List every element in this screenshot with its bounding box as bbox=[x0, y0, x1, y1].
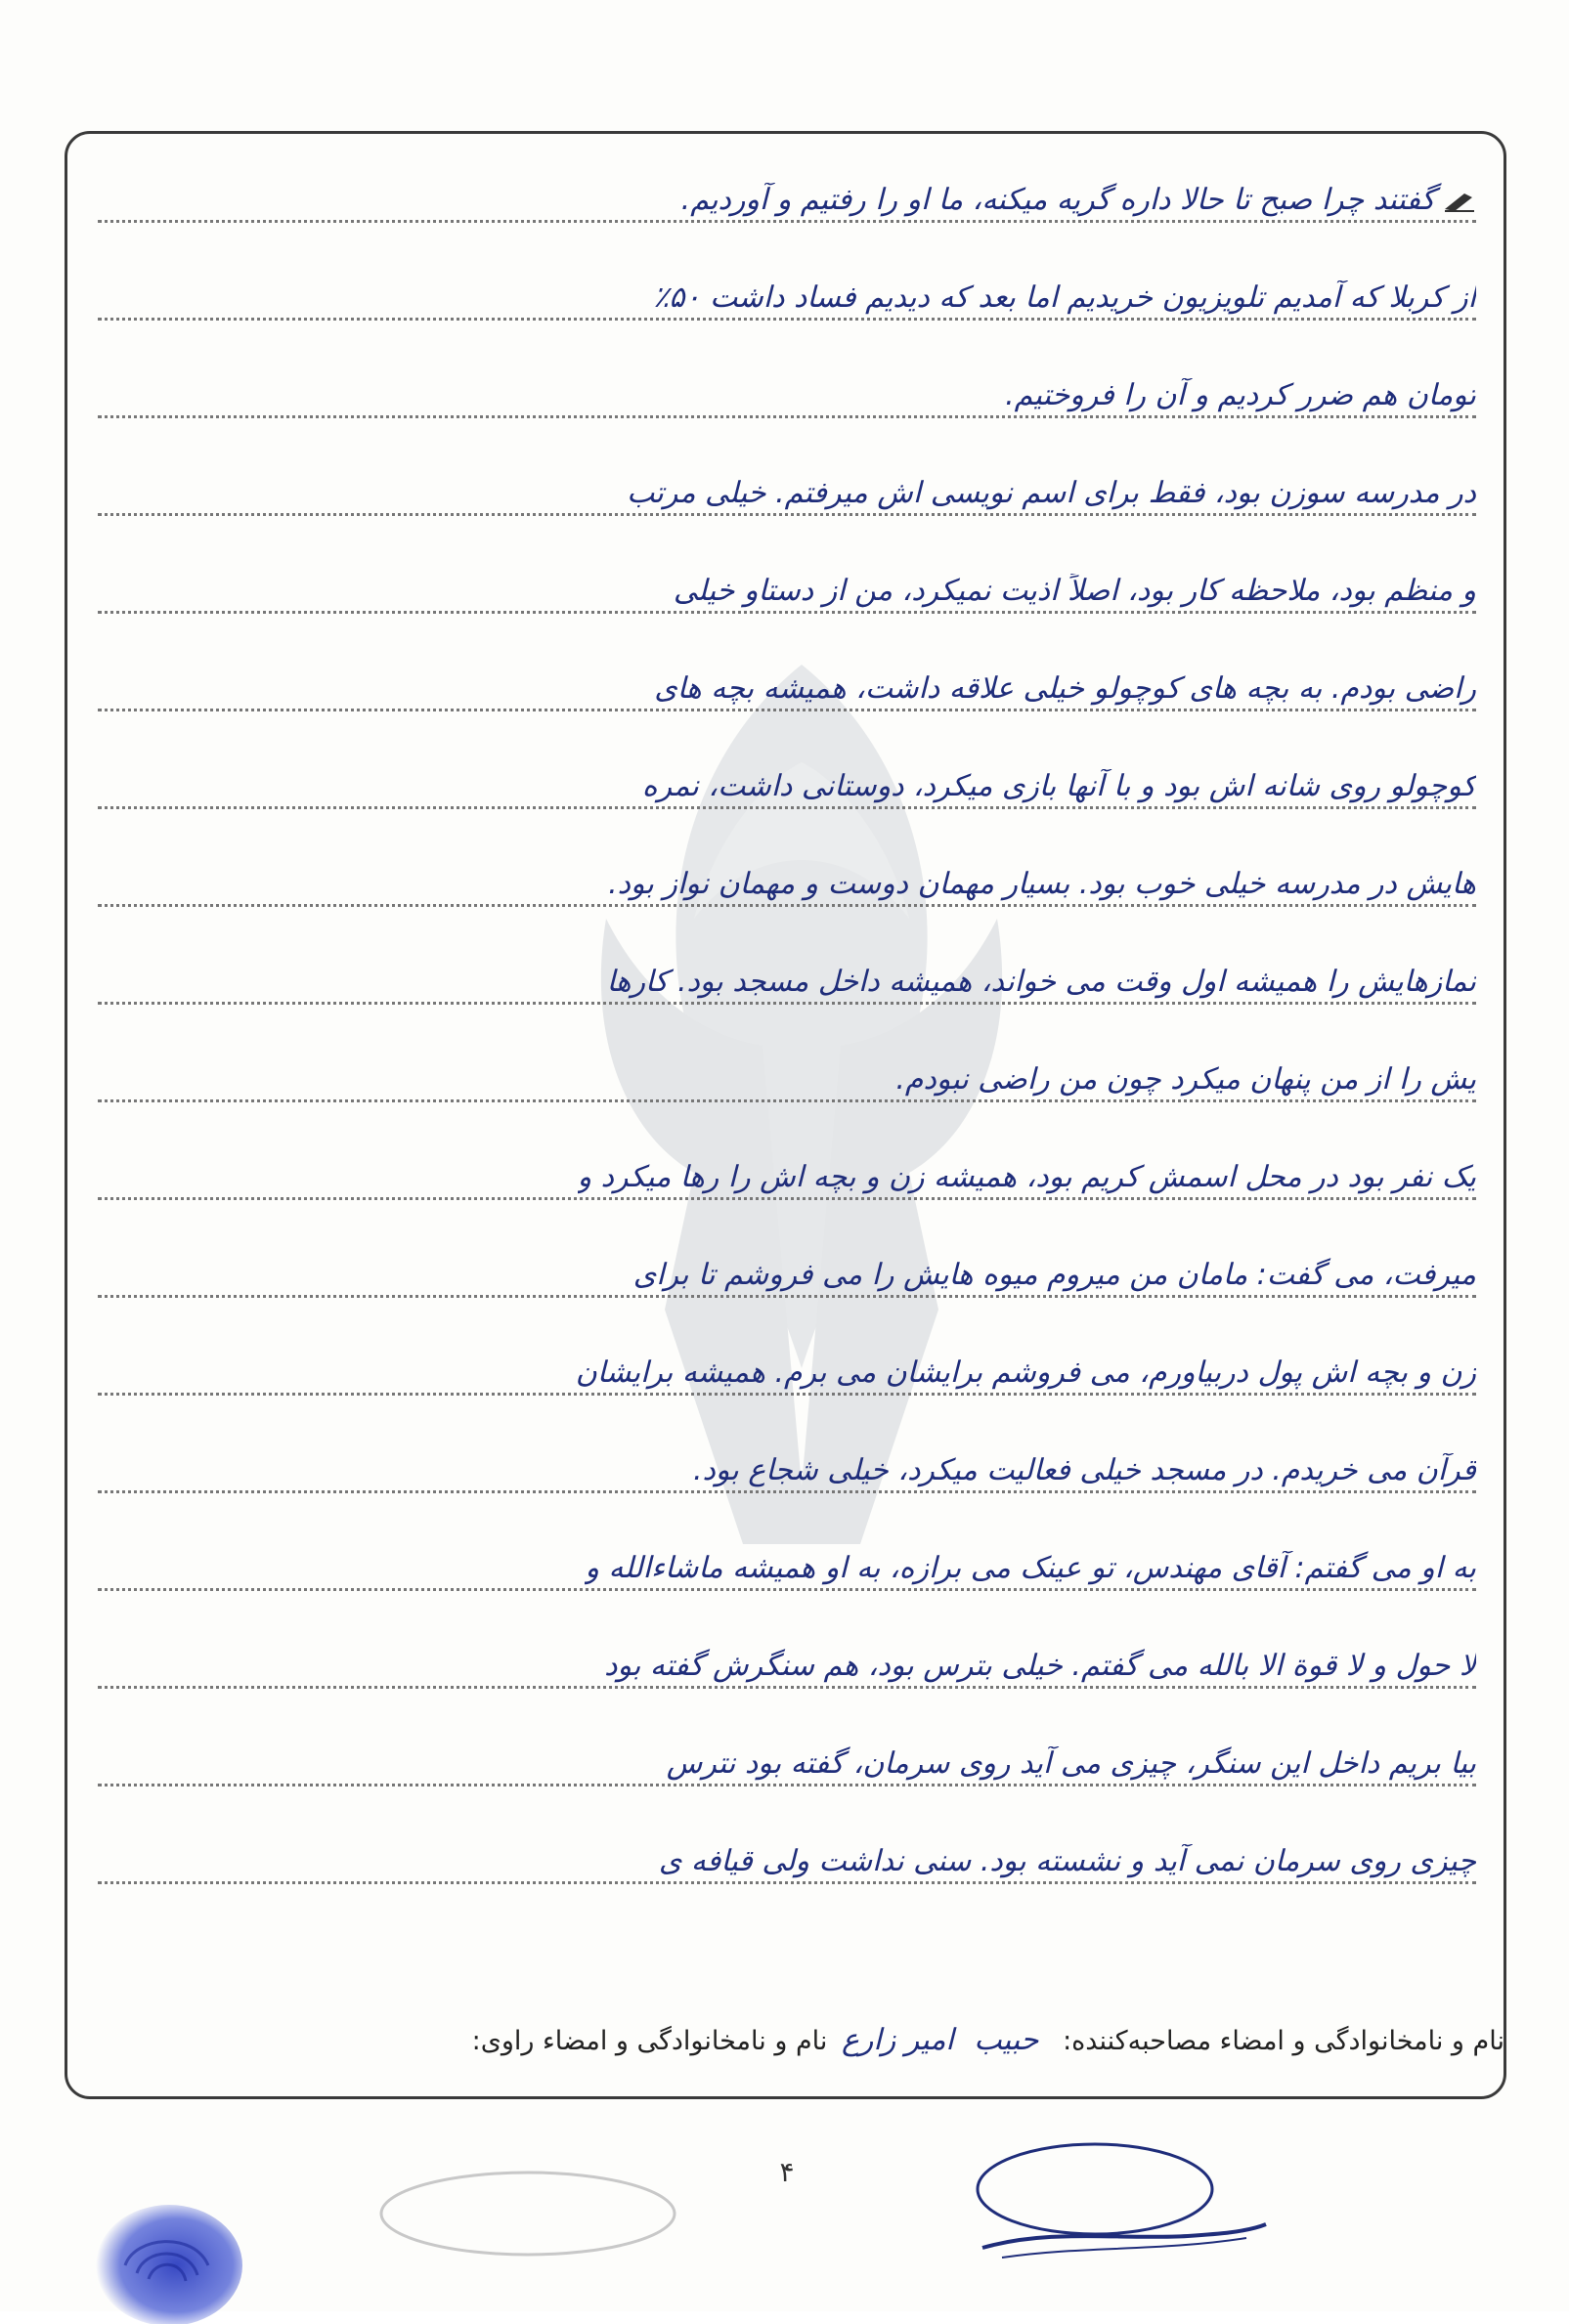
text-line: راضی بودم. به بچه های کوچولو خیلی علاقه داشت، همیشه بچه های bbox=[98, 635, 1476, 733]
narrator-label: نام و نامخانوادگی و امضاء راوی: bbox=[471, 2026, 828, 2056]
text-line: به او می گفتم: آقای مهندس، تو عینک می برازه، به او همیشه ماشاءالله و bbox=[98, 1515, 1476, 1613]
text-line: در مدرسه سوزن بود، فقط برای اسم نویسی اش میرفتم. خیلی مرتب bbox=[98, 440, 1476, 538]
text-line-content: گفتند چرا صبح تا حالا داره گریه میکنه، ما او را رفتیم و آوردیم. bbox=[680, 183, 1435, 217]
pen-icon bbox=[1443, 190, 1476, 213]
interviewer-name-note: حبیب bbox=[974, 2023, 1039, 2057]
handwritten-text bbox=[98, 147, 1476, 1906]
text-line: چیزی روی سرمان نمی آید و نشسته بود. سنی نداشت ولی قیافه ی bbox=[98, 1808, 1476, 1906]
interviewer-label: نام و نامخانوادگی و امضاء مصاحبه‌کننده: bbox=[1063, 2026, 1504, 2056]
text-line: تومان هم ضرر کردیم و آن را فروختیم. bbox=[98, 342, 1476, 440]
narrator-signature-icon bbox=[371, 2160, 684, 2267]
text-line: از کربلا که آمدیم تلویزیون خریدیم اما بعد که دیدیم فساد داشت ۵۰٪ bbox=[98, 244, 1476, 342]
text-line: هایش در مدرسه خیلی خوب بود. بسیار مهمان دوست و مهمان نواز بود. bbox=[98, 831, 1476, 928]
signature-footer bbox=[116, 2023, 1504, 2057]
text-line: نمازهایش را همیشه اول وقت می خواند، همیشه داخل مسجد بود. کارها bbox=[98, 928, 1476, 1026]
text-line: و منظم بود، ملاحظه کار بود، اصلاً اذیت نمیکرد، من از دستاو خیلی bbox=[98, 538, 1476, 635]
interviewer-name: امیر زارع bbox=[842, 2023, 954, 2057]
text-line: قرآن می خریدم. در مسجد خیلی فعالیت میکرد، خیلی شجاع بود. bbox=[98, 1417, 1476, 1515]
page-number: ۴ bbox=[779, 2156, 795, 2188]
text-line: یش را از من پنهان میکرد چون من راضی نبودم. bbox=[98, 1026, 1476, 1124]
text-line: زن و بچه اش پول دربیاورم، می فروشم برایشان می برم. همیشه برایشان bbox=[98, 1319, 1476, 1417]
interviewer-signature-icon bbox=[963, 2130, 1276, 2267]
text-line: میرفت، می گفت: مامان من میروم میوه هایش را می فروشم تا برای bbox=[98, 1222, 1476, 1319]
fingerprint-icon bbox=[86, 2187, 242, 2324]
text-line bbox=[98, 147, 1476, 244]
text-line: بیا بریم داخل این سنگر، چیزی می آید روی سرمان، گفته بود نترس bbox=[98, 1710, 1476, 1808]
text-line: یک نفر بود در محل اسمش کریم بود، همیشه زن و بچه اش را رها میکرد و bbox=[98, 1124, 1476, 1222]
text-line: لا حول و لا قوة الا بالله می گفتم. خیلی بترس بود، هم سنگرش گفته بود bbox=[98, 1613, 1476, 1710]
text-line: کوچولو روی شانه اش بود و با آنها بازی میکرد، دوستانی داشت، نمره bbox=[98, 733, 1476, 831]
